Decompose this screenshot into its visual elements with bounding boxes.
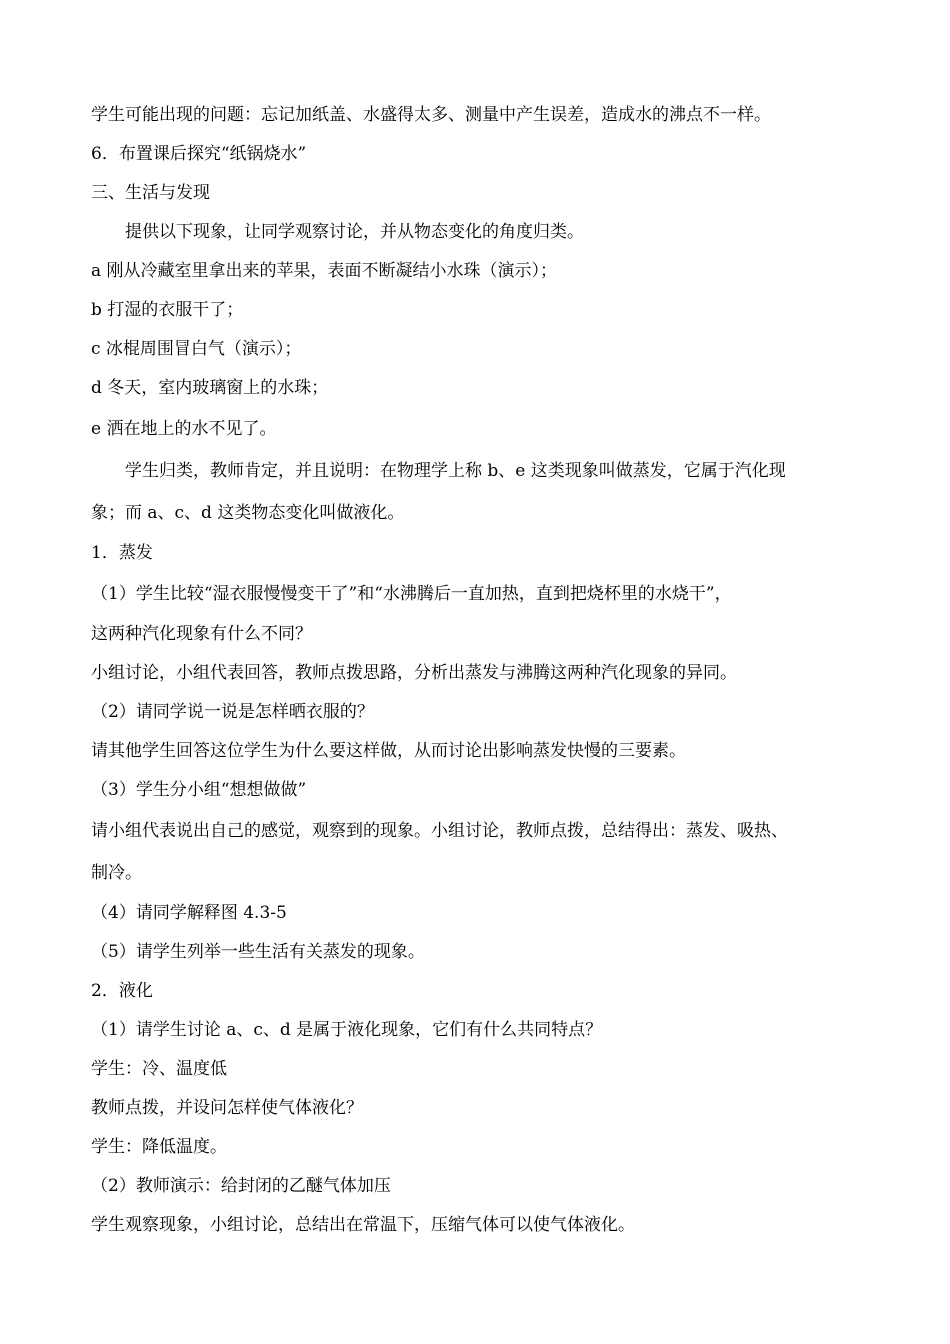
list-item: e 洒在地上的水不见了。 [91, 419, 277, 439]
list-item: a 刚从冷藏室里拿出来的苹果，表面不断凝结小水珠（演示）； [91, 261, 558, 281]
text-line: （3）学生分小组“想想做做” [91, 780, 307, 800]
text-line: （2）教师演示：给封闭的乙醚气体加压 [91, 1176, 391, 1196]
text-line: 学生观察现象，小组讨论，总结出在常温下，压缩气体可以使气体液化。 [91, 1215, 635, 1235]
text-line: 制冷。 [91, 863, 142, 883]
document-page [91, 96, 881, 1245]
text-line: 教师点拨，并设问怎样使气体液化？ [91, 1098, 363, 1118]
text-line: （2）请同学说一说是怎样晒衣服的？ [91, 702, 374, 722]
text-line: 小组讨论，小组代表回答，教师点拨思路，分析出蒸发与沸腾这两种汽化现象的异同。 [91, 663, 737, 683]
list-item: b 打湿的衣服干了； [91, 300, 244, 320]
list-item: c 冰棍周围冒白气（演示）； [91, 339, 302, 359]
text-line: 学生：降低温度。 [91, 1137, 227, 1157]
text-line: （1）学生比较“湿衣服慢慢变干了”和“水沸腾后一直加热，直到把烧杯里的水烧干”， [91, 584, 732, 604]
text-line: 提供以下现象，让同学观察讨论，并从物态变化的角度归类。 [125, 222, 584, 242]
text-line: （5）请学生列举一些生活有关蒸发的现象。 [91, 942, 425, 962]
text-line: （4）请同学解释图 4.3-5 [91, 903, 287, 923]
text-line: 学生归类，教师肯定，并且说明：在物理学上称 b、e 这类现象叫做蒸发，它属于汽化现 [125, 461, 786, 481]
subheading: 1．蒸发 [91, 543, 153, 563]
text-line: 象；而 a、c、d 这类物态变化叫做液化。 [91, 503, 405, 523]
text-line: 这两种汽化现象有什么不同？ [91, 624, 312, 644]
text-line: 请其他学生回答这位学生为什么要这样做，从而讨论出影响蒸发快慢的三要素。 [91, 741, 686, 761]
text-line: 学生可能出现的问题：忘记加纸盖、水盛得太多、测量中产生误差，造成水的沸点不一样。 [91, 105, 771, 125]
section-heading: 三、生活与发现 [91, 183, 210, 203]
text-line: （1）请学生讨论 a、c、d 是属于液化现象，它们有什么共同特点？ [91, 1020, 603, 1040]
text-line: 请小组代表说出自己的感觉，观察到的现象。小组讨论，教师点拨，总结得出：蒸发、吸热、 [91, 821, 788, 841]
subheading: 2．液化 [91, 981, 153, 1001]
text-line: 6．布置课后探究“纸锅烧水” [91, 144, 307, 164]
list-item: d 冬天，室内玻璃窗上的水珠； [91, 378, 329, 398]
text-line: 学生：冷、温度低 [91, 1059, 227, 1079]
